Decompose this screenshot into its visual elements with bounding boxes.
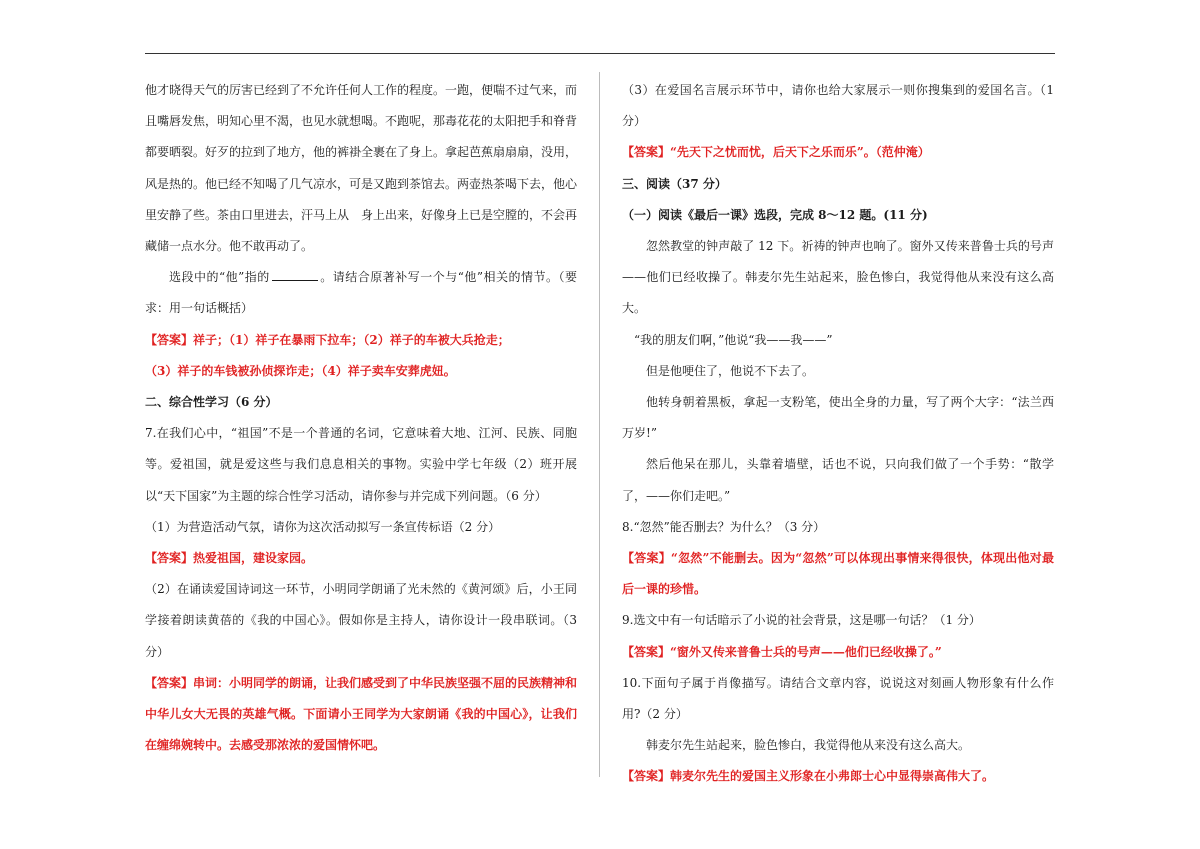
question-he-suffix: 。请结合原著补写一个与“他”相关的情节。（要求：用一句话概括） — [145, 270, 577, 316]
answer-10: 【答案】韩麦尔先生的爱国主义形象在小弗郎士心中显得崇高伟大了。 — [622, 769, 995, 784]
section-3-title: 三、阅读（37 分） — [622, 176, 727, 191]
reading-paragraph-4: 他转身朝着黑板，拿起一支粉笔，使出全身的力量，写了两个大字：“法兰西万岁!” — [622, 395, 1054, 441]
answer-7-3: 【答案】“先天下之忧而忧，后天下之乐而乐”。（范仲淹） — [622, 145, 930, 160]
question-he-refers — [145, 262, 577, 324]
question-7-3: （3）在爱国名言展示环节中，请你也给大家展示一则你搜集到的爱国名言。（1 分） — [622, 83, 1054, 129]
reading-paragraph-5: 然后他呆在那儿，头靠着墙壁，话也不说，只向我们做了一个手势：“散学了，——你们走吧。” — [622, 457, 1054, 503]
answer-7-2: 【答案】串词：小明同学的朗诵，让我们感受到了中华民族坚强不屈的民族精神和中华儿女大无畏的英雄气概。下面请小王同学为大家朗诵《我的中国心》，让我们在缠绵婉转中。去感受那浓浓的爱国情怀吧。 — [145, 675, 578, 753]
question-7-intro: 7.在我们心中，“祖国”不是一个普通的名词，它意味着大地、江河、民族、同胞等。爱祖国，就是爱这些与我们息息相关的事物。实验中学七年级（2）班开展以“天下国家”为主题的综合性学习活动，请你参与并完成下列问题。（6 分） — [145, 426, 577, 503]
answer-xiangzi-line1: 【答案】祥子；（1）祥子在暴雨下拉车；（2）祥子的车被大兵抢走； — [145, 332, 510, 347]
answer-9: 【答案】“窗外又传来普鲁士兵的号声——他们已经收操了。” — [622, 644, 942, 659]
header-rule — [145, 53, 1055, 54]
question-7-2: （2）在诵读爱国诗词这一环节，小明同学朗诵了光未然的《黄河颂》后，小王同学接着朗读黄蓓的《我的中国心》。假如你是主持人，请你设计一段串联词。（3 分） — [145, 582, 577, 659]
question-10-quote: 韩麦尔先生站起来，脸色惨白，我觉得他从来没有这么高大。 — [646, 738, 971, 753]
question-he-prefix: 选段中的“他”指的 — [169, 270, 270, 285]
right-column — [622, 75, 1054, 793]
reading-paragraph-2: “我的朋友们啊，”他说“我——我——” — [634, 332, 833, 347]
answer-8: 【答案】“忽然”不能删去。因为“忽然”可以体现出事情来得很快，体现出他对最后一课的珍惜。 — [622, 551, 1054, 597]
answer-blank — [272, 269, 318, 281]
reading-paragraph-3: 但是他哽住了，他说不下去了。 — [646, 363, 815, 378]
question-9: 9.选文中有一句话暗示了小说的社会背景，这是哪一句话？（1 分） — [622, 613, 981, 628]
passage-paragraph: 他才晓得天气的厉害已经到了不允许任何人工作的程度。一跑，便喘不过气来，而且嘴唇发焦，明知心里不渴，也见水就想喝。不跑呢，那毒花花的太阳把手和脊背都要晒裂。好歹的拉到了地方，他的裤褂全裹在了身上。拿起芭蕉扇扇扇，没用，风是热的。他已经不知喝了几气凉水，可是又跑到茶馆去。两壶热茶喝下去，他心里安静了些。茶由口里进去，汗马上从 身上出来，好像身上已是空膛的，不会再藏储一点水分。他不敢再动了。 — [145, 83, 578, 254]
subsection-1-title: （一）阅读《最后一课》选段，完成 8～12 题。(11 分) — [622, 207, 928, 222]
answer-7-1: 【答案】热爱祖国，建设家园。 — [145, 551, 314, 566]
question-7-1: （1）为营造活动气氛，请你为这次活动拟写一条宣传标语（2 分） — [145, 519, 501, 534]
reading-paragraph-1: 忽然教堂的钟声敲了 12 下。祈祷的钟声也响了。窗外又传来普鲁士兵的号声——他们已经收操了。韩麦尔先生站起来，脸色惨白，我觉得他从来没有这么高大。 — [622, 239, 1054, 316]
question-10: 10.下面句子属于肖像描写。请结合文章内容，说说这对刻画人物形象有什么作用?（2 分） — [622, 675, 1054, 722]
question-8: 8.“忽然”能否删去？为什么？（3 分） — [622, 519, 826, 534]
section-2-title: 二、综合性学习（6 分） — [145, 395, 278, 410]
column-divider — [599, 72, 600, 777]
answer-xiangzi-line2: （3）祥子的车钱被孙侦探诈走；（4）祥子卖车安葬虎妞。 — [145, 363, 456, 378]
left-column — [145, 75, 577, 761]
